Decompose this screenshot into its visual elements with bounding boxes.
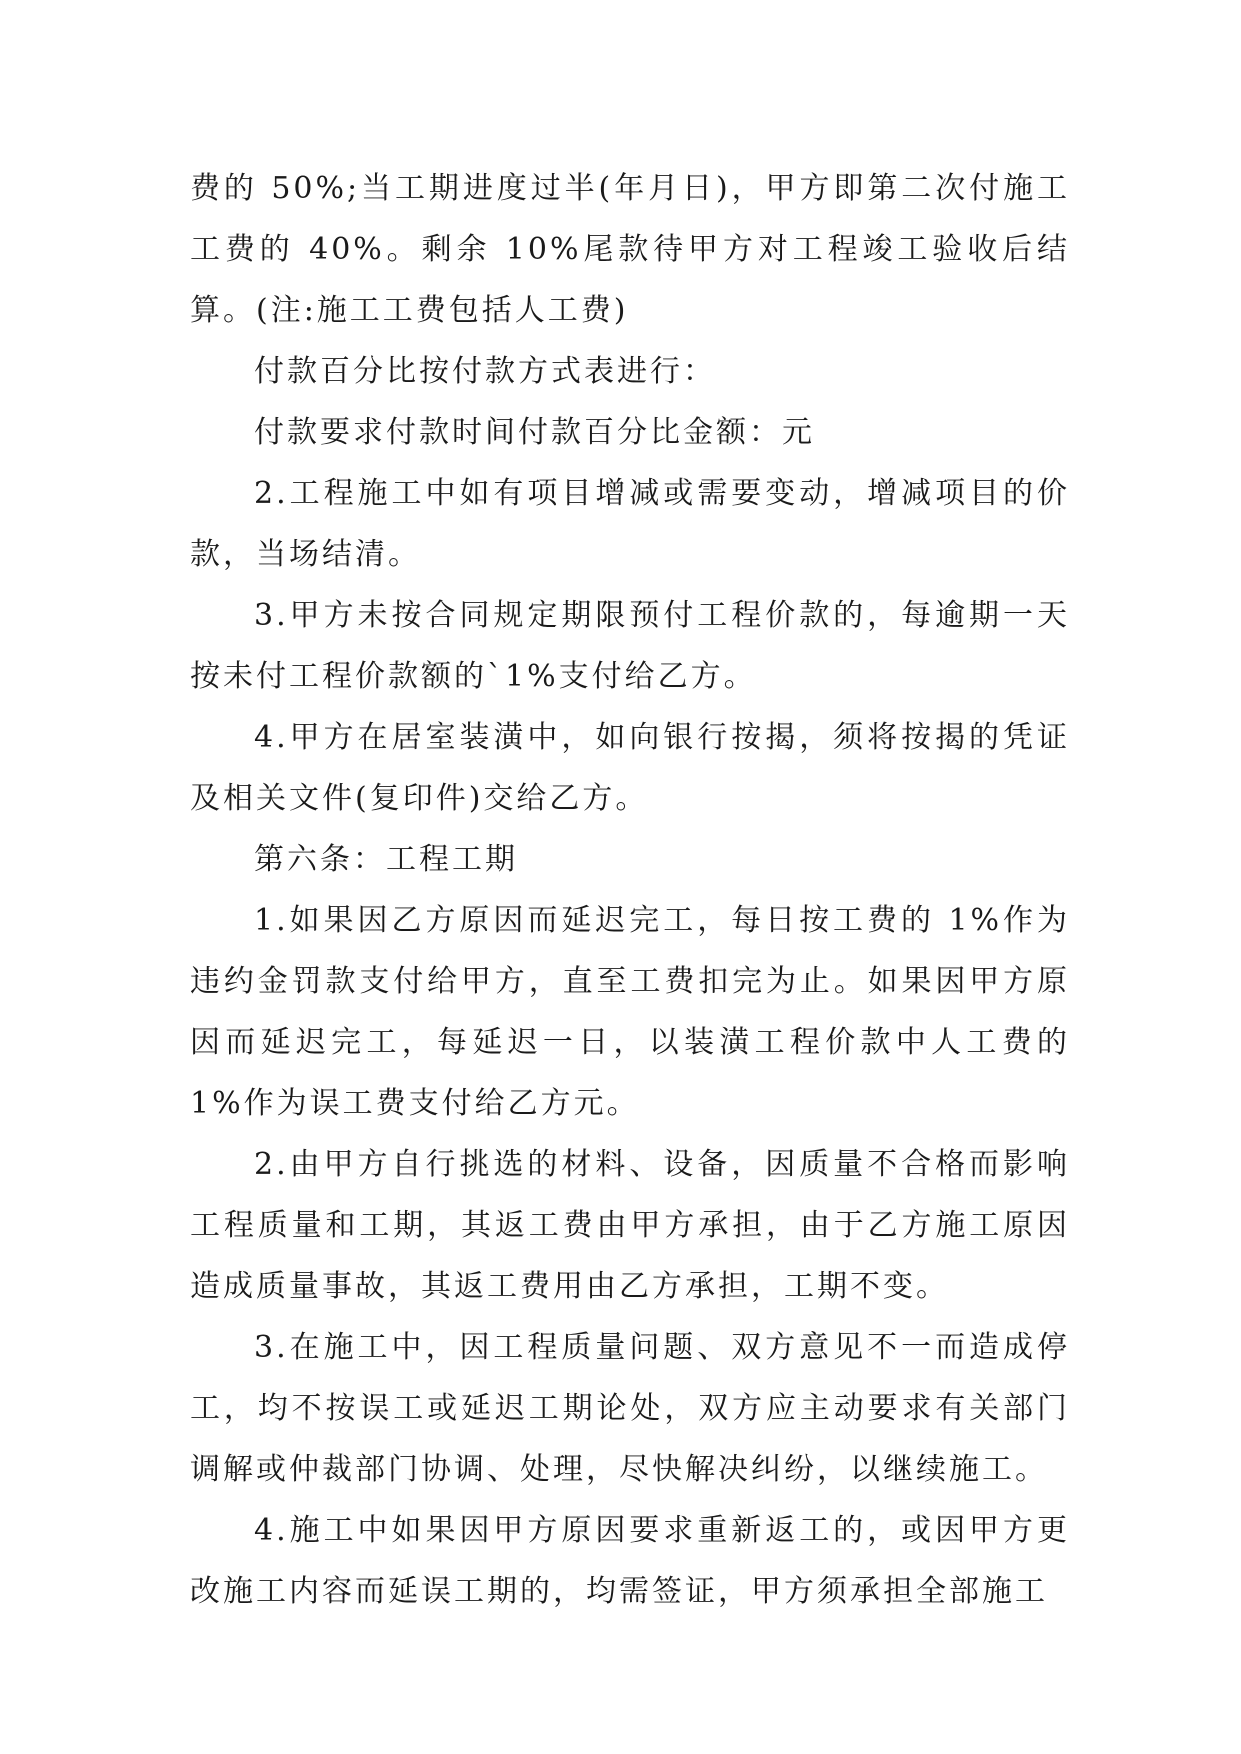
paragraph-clause-2: 2.工程施工中如有项目增减或需要变动，增减项目的价款，当场结清。: [190, 476, 1070, 572]
paragraph-article-6-clause-1: 1.如果因乙方原因而延迟完工，每日按工费的 1%作为违约金罚款支付给甲方，直至工费扣完为止。如果因甲方原因而延迟完工，每延迟一日，以装潢工程价款中人工费的 1%作为误工费支付给乙方元。: [190, 903, 1070, 1121]
paragraph-article-6-clause-4: 4.施工中如果因甲方原因要求重新返工的，或因甲方更改施工内容而延误工期的，均需签证，甲方须承担全部施工: [190, 1513, 1070, 1609]
paragraph-article-6-clause-2: 2.由甲方自行挑选的材料、设备，因质量不合格而影响工程质量和工期，其返工费由甲方承担，由于乙方施工原因造成质量事故，其返工费用由乙方承担，工期不变。: [190, 1147, 1070, 1304]
paragraph-continued: 费的 50%;当工期进度过半(年月日)，甲方即第二次付施工工费的 40%。剩余 10%尾款待甲方对工程竣工验收后结算。(注:施工工费包括人工费): [190, 171, 1070, 328]
document-page: [190, 158, 1070, 1622]
section-heading-article-6: 第六条：工程工期: [254, 842, 518, 877]
paragraph-clause-3: 3.甲方未按合同规定期限预付工程价款的，每逾期一天按未付工程价款额的`1%支付给乙方。: [190, 598, 1070, 694]
paragraph-payment-fields: 付款要求付款时间付款百分比金额：元: [254, 415, 815, 450]
paragraph-article-6-clause-3: 3.在施工中，因工程质量问题、双方意见不一而造成停工，均不按误工或延迟工期论处，双方应主动要求有关部门调解或仲裁部门协调、处理，尽快解决纠纷，以继续施工。: [190, 1330, 1070, 1487]
paragraph-payment-table-note: 付款百分比按付款方式表进行：: [254, 354, 716, 389]
paragraph-clause-4: 4.甲方在居室装潢中，如向银行按揭，须将按揭的凭证及相关文件(复印件)交给乙方。: [190, 720, 1070, 816]
